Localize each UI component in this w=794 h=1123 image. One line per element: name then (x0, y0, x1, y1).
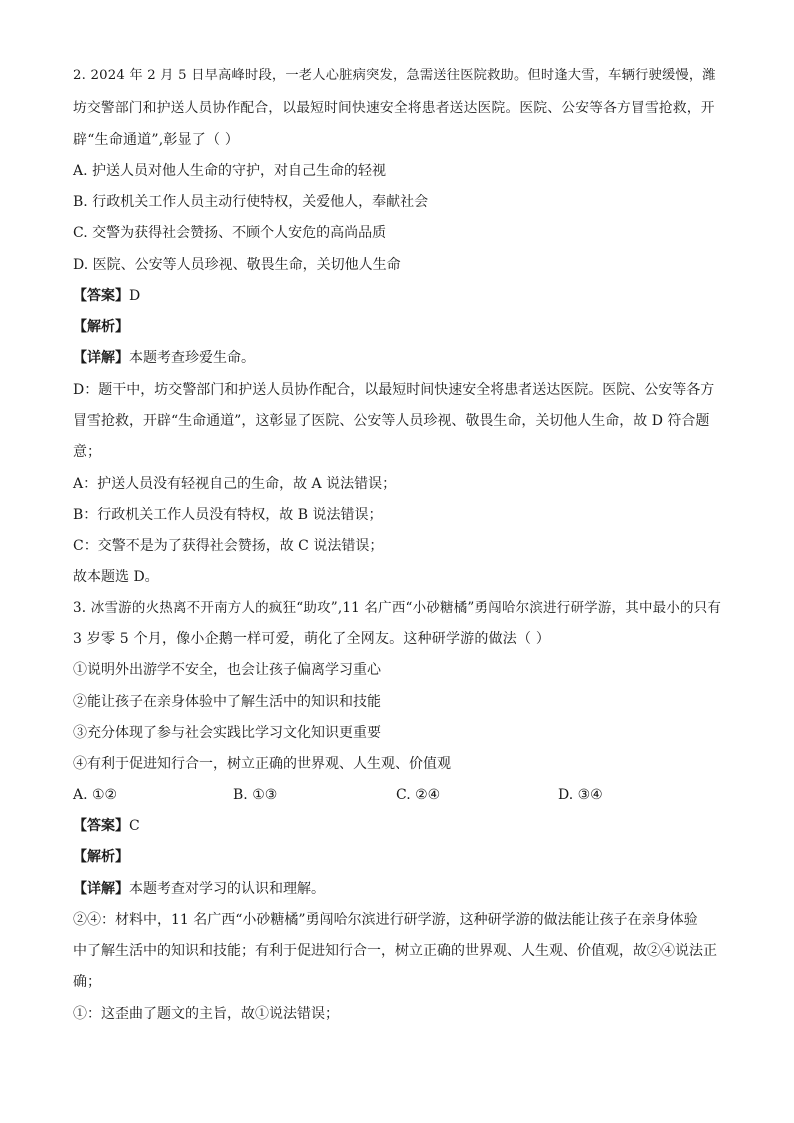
q3-statement-2: ②能让孩子在亲身体验中了解生活中的知识和技能 (73, 694, 381, 710)
answer-label: 【答案】 (73, 818, 129, 834)
q2-stem-line-2: 坊交警部门和护送人员协作配合，以最短时间快速安全将患者送达医院。医院、公安等各方冒雪抢救，开 (73, 100, 715, 116)
q3-explain-line-1: ②④：材料中，11 名广西“小砂糖橘”勇闯哈尔滨进行研学游，这种研学游的做法能让孩子在亲身体验 (73, 912, 698, 928)
q2-option-a: A. 护送人员对他人生命的守护，对自己生命的轻视 (73, 163, 387, 179)
q2-explain-line-1: D：题干中，坊交警部门和护送人员协作配合，以最短时间快速安全将患者送达医院。医院、公安等各方 (73, 382, 715, 398)
q2-explain-line-7: 故本题选 D。 (73, 569, 159, 585)
q3-choices (73, 786, 733, 804)
q3-stem-line-1: 3. 冰雪游的火热离不开南方人的疯狂“助攻”,11 名广西“小砂糖橘”勇闯哈尔滨进行研学游，其中最小的只有 (73, 600, 722, 616)
answer-value: D (129, 288, 141, 304)
q3-choice-d: D. ③④ (558, 787, 603, 803)
q3-statement-4: ④有利于促进知行合一，树立正确的世界观、人生观、价值观 (73, 756, 451, 772)
detail-text: 本题考查对学习的认识和理解。 (129, 881, 325, 897)
q3-stem-line-2: 3 岁零 5 个月，像小企鹅一样可爱，萌化了全网友。这种研学游的做法（ ） (73, 631, 551, 647)
q2-explain-line-3: 意； (73, 444, 101, 460)
q2-detail (73, 349, 255, 367)
q3-detail (73, 880, 325, 898)
q3-answer (73, 817, 140, 835)
q3-analysis-label: 【解析】 (73, 849, 129, 865)
q2-answer (73, 287, 140, 305)
q3-choice-a: A. ①② (73, 787, 118, 803)
q3-statement-3: ③充分体现了参与社会实践比学习文化知识更重要 (73, 725, 381, 741)
q3-explain-line-4: ①：这歪曲了题文的主旨，故①说法错误； (73, 1006, 339, 1022)
q2-explain-line-6: C：交警不是为了获得社会赞扬，故 C 说法错误； (73, 538, 384, 554)
q3-choice-c: C. ②④ (396, 787, 441, 803)
q2-analysis-label: 【解析】 (73, 319, 129, 335)
q3-explain-line-3: 确； (73, 974, 101, 990)
q2-explain-line-5: B：行政机关工作人员没有特权，故 B 说法错误； (73, 507, 383, 523)
detail-label: 【详解】 (73, 881, 129, 897)
q2-option-c: C. 交警为获得社会赞扬、不顾个人安危的高尚品质 (73, 225, 387, 241)
q2-stem-line-3: 辟“生命通道”,彰显了（ ） (73, 132, 240, 148)
answer-label: 【答案】 (73, 288, 129, 304)
q2-option-b: B. 行政机关工作人员主动行使特权，关爱他人，奉献社会 (73, 194, 429, 210)
q2-explain-line-4: A：护送人员没有轻视自己的生命，故 A 说法错误； (73, 476, 397, 492)
answer-value: C (129, 818, 140, 834)
q3-choice-b: B. ①③ (233, 787, 278, 803)
detail-label: 【详解】 (73, 350, 129, 366)
q3-explain-line-2: 中了解生活中的知识和技能；有利于促进知行合一，树立正确的世界观、人生观、价值观，故②④说法正 (73, 943, 717, 959)
q2-stem-line-1: 2. 2024 年 2 月 5 日早高峰时段，一老人心脏病突发，急需送往医院救助。但时逢大雪，车辆行驶缓慢，潍 (73, 68, 716, 83)
q3-statement-1: ①说明外出游学不安全，也会让孩子偏离学习重心 (73, 662, 381, 678)
detail-text: 本题考查珍爱生命。 (129, 350, 255, 366)
q2-explain-line-2: 冒雪抢救，开辟“生命通道”，这彰显了医院、公安等人员珍视、敬畏生命，关切他人生命，故 D 符合题 (73, 413, 710, 429)
q2-option-d: D. 医院、公安等人员珍视、敬畏生命，关切他人生命 (73, 257, 401, 273)
